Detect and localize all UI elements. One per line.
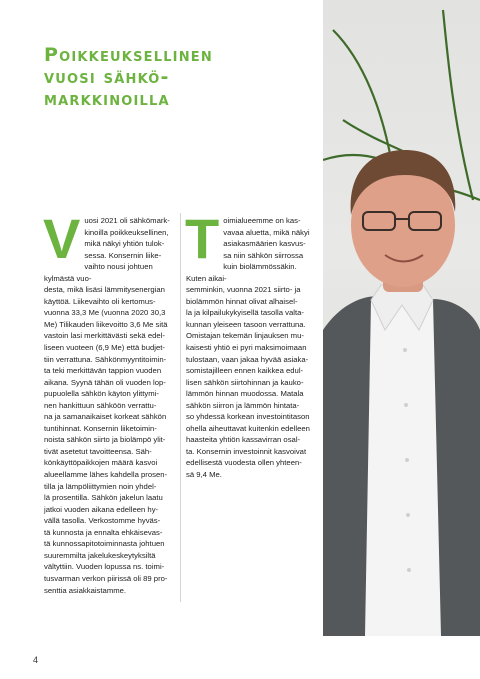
column-divider [180,213,181,602]
column-left-line: ta teki merkittävän tappion vuoden [44,366,162,376]
column-right-line: kunnan yleiseen tasoon verrattuna. [186,319,306,329]
column-left-line: desta, mikä lisäsi lämmitysenergian [44,285,165,295]
column-right-line: lisen sähkön siirtohinnan ja kauko- [186,377,304,387]
column-right-line: ta. Konsernin investoinnit kasvoivat [186,446,307,456]
column-right-line: sa niin sähkön siirrossa [223,250,304,260]
column-left-line: liseen vuoteen (6,9 Me) että budjet- [44,343,165,353]
column-right-line: Omistajan tekemän linjauksen mu- [186,331,304,341]
shirt [365,300,441,636]
column-right-line: tulostaan, vaan jakaa hyvää asiaka- [186,354,309,364]
column-left-line: pupuolella sähkön käyton ylittymi- [44,389,159,399]
page-number: 4 [33,655,39,665]
column-right-line: sähkön siirron ja lämmön hintata- [186,400,300,410]
ceo-portrait-photo [323,0,480,636]
column-left-line: mikä näkyi yhtiön tulok- [84,239,165,249]
column-right-line: ohella aiheuttavat kuitenkin edelleen [186,423,310,433]
column-left-paragraph [43,207,175,596]
column-right-line: haasteita yhtiön kassavirran osal- [186,435,301,445]
heading-line-3: markkinoilla [44,88,170,110]
column-right-line: kaisesti yhtiö ei pyri maksimoimaan [186,343,307,353]
column-left-line: aikana. Syynä tähän oli vuoden lop- [44,377,166,387]
drop-cap-v: V [43,207,81,270]
column-left-line: tiin verrattuna. Sähkönmyyntitoimin- [44,354,167,364]
column-right-line: semminkin, vuonna 2021 siirto- ja [186,285,301,295]
column-left-line: sessa. Konsernin liike- [84,250,162,260]
column-left-line: tä kunnossapitotoiminnasta johtuen [44,539,165,549]
column-right-line: so yhdessä korkean investointitason [186,412,310,422]
text-column-left [43,207,175,596]
column-right-line: kuin biolämmössäkin. Kuten aikai- [186,262,297,283]
column-right-line: oimialueemme on kas- [223,216,301,225]
column-left-line: suuremmilta jakelukeskeytyksiltä [44,550,156,560]
column-left-line: tuntihinnat. Konsernin liiketoimin- [44,423,157,433]
column-left-line: uosi 2021 oli sähkömark- [84,216,170,225]
column-right-line: asiakasmäärien kasvus- [223,239,306,249]
column-left-line: senttia asiakkaistamme. [44,585,127,595]
column-left-line: käyttöä. Liikevaihto oli kertomus- [44,296,156,306]
column-right-line: somistajilleen ennen kaikkea edul- [186,366,304,376]
column-right-line: la ja kilpailukykyisellä tasolla valta- [186,308,304,318]
column-left-line: tusvarman verkon piirissä oli 89 pro- [44,573,168,583]
column-left-line: könkäyttöpaikkojen määrä kasvoi [44,458,158,468]
column-left-line: vällä tasolla. Verkostomme hyväs- [44,516,161,526]
heading-line-2: vuosi sähkö- [44,66,170,88]
article-heading [44,44,314,110]
column-left-line: jatkoi vuoden aikana edelleen hy- [44,504,159,514]
column-left-line: tilla ja lämpöliittymien noin yhdel- [44,481,157,491]
column-right-line: vavaa aluetta, mikä näkyi [223,227,310,237]
heading-line-1: Poikkeuksellinen [44,44,213,66]
column-left-line: nen hankittuun sähköön verrattu- [44,400,157,410]
portrait-illustration [323,0,480,636]
column-left-line: alueellamme lähes kahdella prosen- [44,470,168,480]
column-left-line: vuonna 33,3 Me (vuonna 2020 30,3 [44,308,166,318]
column-right-line: edellisestä vuodesta ollen yhteen- [186,458,302,468]
column-left-line: vältyttiin. Vuoden lopussa ns. toimi- [44,562,165,572]
column-left-line: Me) Tilikauden liikevoitto 3,6 Me sitä [44,319,168,329]
column-right-line: biolämmön hinnat olivat alhaisel- [186,296,298,306]
column-left-line: lä prosentilla. Sähkön jakelun laatu [44,493,163,503]
column-left-line: tä kunnosta ja ennalta ehkäisevas- [44,527,163,537]
column-left-line: na ja samanaikaiset korkeat sähkön [44,412,167,422]
column-left-line: kinoilla poikkeuksellinen, [84,227,169,237]
drop-cap-t: T [185,207,220,270]
column-left-line: vaihto nousi johtuen kylmästä vuo- [44,262,153,283]
column-right-line: sä 9,4 Me. [186,470,222,480]
column-left-line: vastoin lasi merkittävästi sekä edel- [44,331,165,341]
text-column-right [185,207,316,481]
column-left-line: noista sähkön siirto ja biolämpö ylit- [44,435,166,445]
column-left-line: tivät asetetut tavoitteensa. Säh- [44,446,152,456]
column-right-line: lämmön hinnan muodossa. Matala [186,389,304,399]
